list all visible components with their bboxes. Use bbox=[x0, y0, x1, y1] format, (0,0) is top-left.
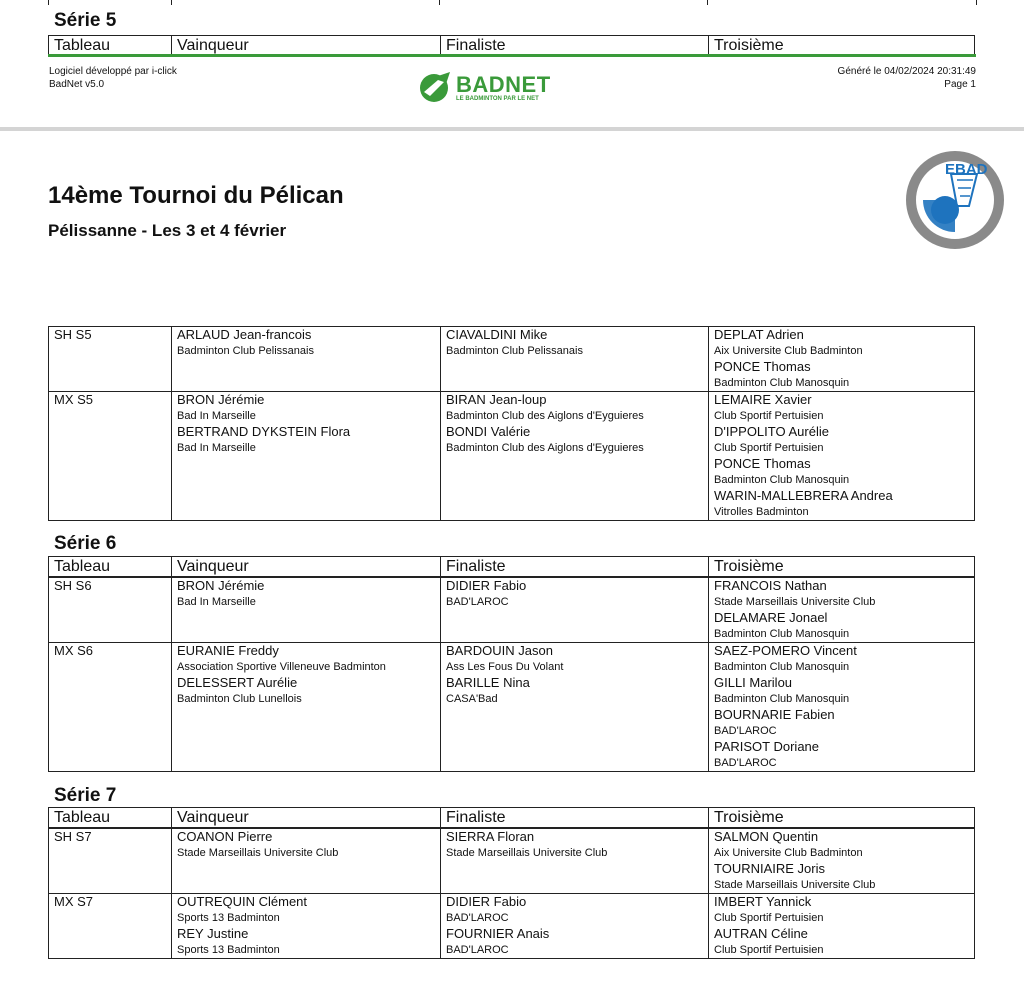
club-name: BAD'LAROC bbox=[714, 757, 777, 769]
badnet-logo bbox=[418, 70, 558, 106]
col-troisieme: Troisième bbox=[709, 808, 975, 828]
col-tableau: Tableau bbox=[49, 808, 172, 828]
player-name: DIDIER Fabio bbox=[446, 894, 527, 909]
tableau-label: SH S7 bbox=[54, 829, 92, 844]
troisieme-cell bbox=[709, 327, 975, 392]
results-table-s5 bbox=[48, 326, 975, 521]
finaliste-cell bbox=[441, 578, 709, 643]
table-row bbox=[49, 894, 975, 959]
club-name: Badminton Club Manosquin bbox=[714, 661, 850, 673]
vainqueur-cell bbox=[172, 894, 441, 959]
col-troisieme: Troisième bbox=[709, 557, 975, 577]
finaliste-cell bbox=[441, 327, 709, 392]
player-name: SALMON Quentin bbox=[714, 829, 819, 844]
player-name: BRON Jérémie bbox=[177, 578, 265, 593]
club-name: Stade Marseillais Universite Club bbox=[714, 879, 876, 891]
club-name: Badminton Club Pelissanais bbox=[177, 345, 314, 357]
club-name: Badminton Club Pelissanais bbox=[446, 345, 583, 357]
col-finaliste: Finaliste bbox=[441, 36, 709, 56]
badnet-wordmark: BADNET bbox=[456, 72, 551, 97]
player-name: BARDOUIN Jason bbox=[446, 643, 553, 658]
vainqueur-cell bbox=[172, 392, 441, 521]
club-name: CASA'Bad bbox=[446, 693, 498, 705]
player-name: D'IPPOLITO Aurélie bbox=[714, 424, 829, 439]
page-subtitle: Pélissanne - Les 3 et 4 février bbox=[48, 221, 287, 240]
top-table-stub bbox=[48, 0, 976, 5]
club-name: Aix Universite Club Badminton bbox=[714, 847, 863, 859]
club-name: Bad In Marseille bbox=[177, 410, 256, 422]
tableau-label: MX S7 bbox=[54, 894, 94, 909]
club-name: Stade Marseillais Universite Club bbox=[177, 847, 339, 859]
vainqueur-cell bbox=[172, 327, 441, 392]
badnet-tagline: LE BADMINTON PAR LE NET bbox=[456, 96, 539, 102]
tableau-label: MX S5 bbox=[54, 392, 94, 407]
footer-generated: Généré le 04/02/2024 20:31:49 bbox=[837, 66, 976, 77]
header-row-s7 bbox=[48, 807, 975, 828]
finaliste-cell bbox=[441, 829, 709, 894]
club-name: BAD'LAROC bbox=[446, 596, 509, 608]
top-header-row bbox=[48, 35, 975, 56]
tableau-label: SH S5 bbox=[54, 327, 92, 342]
col-finaliste: Finaliste bbox=[441, 557, 709, 577]
player-name: PONCE Thomas bbox=[714, 359, 811, 374]
finaliste-cell bbox=[441, 643, 709, 772]
player-name: BERTRAND DYKSTEIN Flora bbox=[177, 424, 351, 439]
player-name: COANON Pierre bbox=[177, 829, 273, 844]
badnet-icon bbox=[418, 70, 454, 104]
col-vainqueur: Vainqueur bbox=[172, 808, 441, 828]
player-name: GILLI Marilou bbox=[714, 675, 793, 690]
troisieme-cell bbox=[709, 894, 975, 959]
col-vainqueur: Vainqueur bbox=[172, 36, 441, 56]
player-name: BONDI Valérie bbox=[446, 424, 531, 439]
player-name: IMBERT Yannick bbox=[714, 894, 812, 909]
tableau-cell bbox=[49, 392, 172, 521]
col-vainqueur: Vainqueur bbox=[172, 557, 441, 577]
club-name: Badminton Club Lunellois bbox=[177, 693, 302, 705]
col-tableau: Tableau bbox=[49, 557, 172, 577]
ebad-emblem-icon bbox=[905, 150, 1005, 250]
player-name: LEMAIRE Xavier bbox=[714, 392, 812, 407]
player-name: FRANCOIS Nathan bbox=[714, 578, 827, 593]
col-finaliste: Finaliste bbox=[441, 808, 709, 828]
club-name: Badminton Club Manosquin bbox=[714, 474, 850, 486]
club-name: Sports 13 Badminton bbox=[177, 944, 280, 956]
player-name: BARILLE Nina bbox=[446, 675, 530, 690]
troisieme-cell bbox=[709, 643, 975, 772]
tableau-label: MX S6 bbox=[54, 643, 94, 658]
player-name: SAEZ-POMERO Vincent bbox=[714, 643, 857, 658]
vainqueur-cell bbox=[172, 578, 441, 643]
player-name: DIDIER Fabio bbox=[446, 578, 527, 593]
tableau-cell bbox=[49, 327, 172, 392]
club-name: Association Sportive Villeneuve Badminton bbox=[177, 661, 386, 673]
club-name: Club Sportif Pertuisien bbox=[714, 442, 824, 454]
player-name: PARISOT Doriane bbox=[714, 739, 820, 754]
tableau-cell bbox=[49, 894, 172, 959]
club-name: Stade Marseillais Universite Club bbox=[446, 847, 608, 859]
club-name: BAD'LAROC bbox=[446, 912, 509, 924]
club-name: Club Sportif Pertuisien bbox=[714, 944, 824, 956]
finaliste-cell bbox=[441, 894, 709, 959]
vainqueur-cell bbox=[172, 829, 441, 894]
player-name: DELESSERT Aurélie bbox=[177, 675, 298, 690]
footer-version: BadNet v5.0 bbox=[49, 79, 105, 90]
serie-title: Série 7 bbox=[54, 785, 117, 806]
player-name: PONCE Thomas bbox=[714, 456, 811, 471]
club-name: Club Sportif Pertuisien bbox=[714, 912, 824, 924]
results-table-s6 bbox=[48, 577, 975, 772]
player-name: ARLAUD Jean-francois bbox=[177, 327, 312, 342]
table-row bbox=[49, 327, 975, 392]
tableau-label: SH S6 bbox=[54, 578, 92, 593]
club-name: Badminton Club des Aiglons d'Eyguieres bbox=[446, 410, 644, 422]
player-name: AUTRAN Céline bbox=[714, 926, 808, 941]
club-name: Badminton Club des Aiglons d'Eyguieres bbox=[446, 442, 644, 454]
footer-software: Logiciel développé par i-click bbox=[49, 66, 177, 77]
header-row-s6 bbox=[48, 556, 975, 577]
tableau-cell bbox=[49, 578, 172, 643]
serie-title: Série 5 bbox=[54, 10, 117, 31]
club-name: Ass Les Fous Du Volant bbox=[446, 661, 564, 673]
troisieme-cell bbox=[709, 829, 975, 894]
player-name: BRON Jérémie bbox=[177, 392, 265, 407]
club-name: Badminton Club Manosquin bbox=[714, 693, 850, 705]
footer-page: Page 1 bbox=[944, 79, 976, 90]
club-name: BAD'LAROC bbox=[714, 725, 777, 737]
results-table-s7 bbox=[48, 828, 975, 959]
club-name: Vitrolles Badminton bbox=[714, 506, 809, 518]
player-name: REY Justine bbox=[177, 926, 249, 941]
player-name: CIAVALDINI Mike bbox=[446, 327, 548, 342]
player-name: BOURNARIE Fabien bbox=[714, 707, 835, 722]
table-row bbox=[49, 392, 975, 521]
player-name: SIERRA Floran bbox=[446, 829, 535, 844]
player-name: DELAMARE Jonael bbox=[714, 610, 828, 625]
page-separator bbox=[0, 127, 1024, 131]
player-name: EURANIE Freddy bbox=[177, 643, 279, 658]
club-name: Aix Universite Club Badminton bbox=[714, 345, 863, 357]
club-name: Club Sportif Pertuisien bbox=[714, 410, 824, 422]
player-name: DEPLAT Adrien bbox=[714, 327, 804, 342]
player-name: FOURNIER Anais bbox=[446, 926, 550, 941]
club-name: BAD'LAROC bbox=[446, 944, 509, 956]
club-name: Badminton Club Manosquin bbox=[714, 628, 850, 640]
col-tableau: Tableau bbox=[49, 36, 172, 56]
finaliste-cell bbox=[441, 392, 709, 521]
table-row bbox=[49, 578, 975, 643]
club-name: Stade Marseillais Universite Club bbox=[714, 596, 876, 608]
player-name: TOURNIAIRE Joris bbox=[714, 861, 825, 876]
table-row bbox=[49, 829, 975, 894]
ebad-logo-text: EBAD bbox=[945, 161, 988, 178]
club-name: Bad In Marseille bbox=[177, 442, 256, 454]
footer-green-rule bbox=[48, 54, 976, 57]
club-name: Sports 13 Badminton bbox=[177, 912, 280, 924]
table-row bbox=[49, 643, 975, 772]
col-troisieme: Troisième bbox=[709, 36, 975, 56]
page-title: 14ème Tournoi du Pélican bbox=[48, 182, 344, 209]
player-name: OUTREQUIN Clément bbox=[177, 894, 308, 909]
player-name: BIRAN Jean-loup bbox=[446, 392, 547, 407]
club-name: Badminton Club Manosquin bbox=[714, 377, 850, 389]
troisieme-cell bbox=[709, 392, 975, 521]
tableau-cell bbox=[49, 829, 172, 894]
club-name: Bad In Marseille bbox=[177, 596, 256, 608]
tableau-cell bbox=[49, 643, 172, 772]
ebad-logo bbox=[905, 150, 1005, 250]
vainqueur-cell bbox=[172, 643, 441, 772]
player-name: WARIN-MALLEBRERA Andrea bbox=[714, 488, 893, 503]
serie-title: Série 6 bbox=[54, 533, 117, 554]
troisieme-cell bbox=[709, 578, 975, 643]
